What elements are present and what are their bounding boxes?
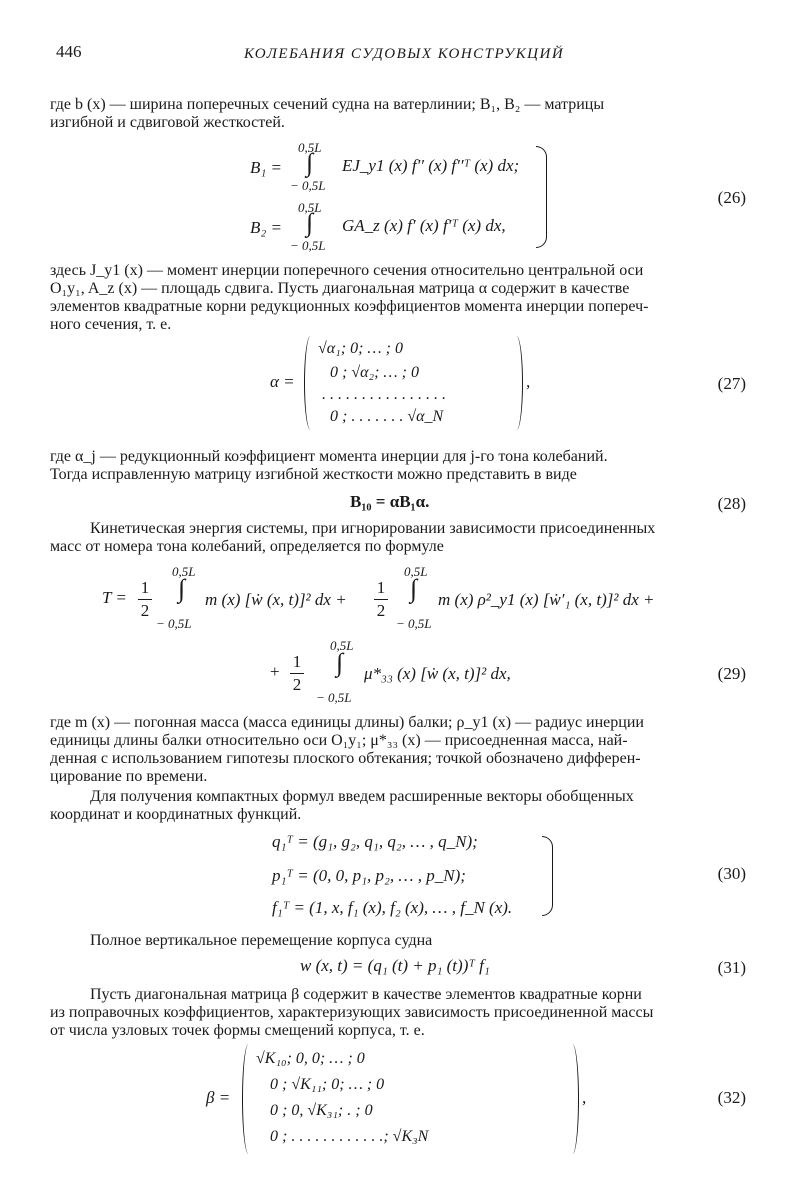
matrix-row: √α₁; 0; … ; 0 [318, 340, 403, 357]
eq29-plus: + [270, 662, 280, 681]
eq31-text: w (x, t) = (q₁ (t) + p₁ (t))ᵀ f₁ [300, 956, 490, 975]
matrix-row: . . . . . . . . . . . . . . . . [322, 386, 446, 403]
eq30-line1: q₁ᵀ = (g₁, g₂, q₁, q₂, … , q_N); [272, 832, 478, 851]
eq29-term1: m (x) [ẇ (x, t)]² dx + [205, 590, 347, 609]
eq30-line3: f₁ᵀ = (1, x, f₁ (x), f₂ (x), … , f_N (x). [272, 898, 513, 917]
integral-sign: ∫ [306, 148, 314, 177]
left-paren [242, 1044, 255, 1154]
lower-limit: − 0,5L [156, 616, 192, 631]
fraction-half [290, 652, 304, 695]
left-paren [304, 336, 317, 430]
upper-limit: 0,5L [298, 200, 322, 215]
upper-limit: 0,5L [172, 564, 196, 579]
equation-number: (31) [717, 958, 746, 977]
text-line: ного сечения, т. е. [50, 316, 172, 333]
matrix-row: 0 ; √K₁₁; 0; … ; 0 [270, 1076, 385, 1093]
denominator: 2 [376, 601, 386, 620]
text-line: Тогда исправленную матрицу изгибной жесткости можно представить в виде [50, 466, 577, 483]
text-line: O₁y₁, A_z (x) — площадь сдвига. Пусть диагональная матрица α содержит в качестве [50, 280, 630, 297]
text-line: цирование по времени. [50, 768, 208, 785]
right-brace [542, 836, 553, 916]
text-line: где α_j — редукционный коэффициент момента инерции для j-го тона колебаний. [50, 448, 608, 465]
eq28-text: B₁₀ = αB₁α. [350, 492, 430, 511]
right-paren [510, 336, 523, 430]
text-line: здесь J_y1 (x) — момент инерции поперечного сечения относительно центральной оси [50, 262, 644, 279]
text-line: единицы длины балки относительно оси O₁y₁; μ*₃₃ (x) — присоедненная масса, най- [50, 732, 628, 749]
lower-limit: − 0,5L [290, 238, 326, 253]
text-line: где m (x) — погонная масса (масса единицы длины) балки; ρ_y1 (x) — радиус инерции [50, 714, 644, 731]
eq26-line2-lhs: B₂ = [250, 218, 283, 237]
matrix-row: 0 ; . . . . . . . √α_N [330, 408, 444, 425]
integral-sign: ∫ [336, 648, 344, 677]
equation-number: (29) [717, 664, 746, 683]
paragraph-p3 [50, 448, 748, 484]
upper-limit: 0,5L [298, 140, 322, 155]
paragraph-p5 [50, 714, 748, 786]
text-line: где b (x) — ширина поперечных сечений судна на ватерлинии; B₁, B₂ — матрицы [50, 96, 605, 113]
text-line: Полное вертикальное перемещение корпуса судна [90, 932, 433, 949]
page-number: 446 [56, 42, 82, 61]
lower-limit: − 0,5L [316, 690, 352, 705]
paragraph-p2 [50, 262, 748, 334]
right-paren [566, 1044, 579, 1154]
eq27-tail: , [526, 372, 531, 391]
text-line: Для получения компактных формул введем расширенные векторы обобщенных [90, 788, 634, 805]
paragraph-p6 [50, 788, 748, 824]
text-line: координат и координатных функций. [50, 806, 302, 823]
eq29-term3: μ*₃₃ (x) [ẇ (x, t)]² dx, [364, 664, 511, 683]
page-header [54, 42, 754, 66]
denominator: 2 [140, 601, 150, 620]
upper-limit: 0,5L [330, 638, 354, 653]
text-line: от числа узловых точек формы смещений корпуса, т. е. [50, 1022, 425, 1039]
text-line: денная с использованием гипотезы плоского обтекания; точкой обозначено дифферен- [50, 750, 641, 767]
lower-limit: − 0,5L [396, 616, 432, 631]
eq29-lhs: T = [102, 588, 127, 607]
eq27-lhs: α = [270, 372, 295, 391]
equation-number: (32) [717, 1088, 746, 1107]
eq30-line2: p₁ᵀ = (0, 0, p₁, p₂, … , p_N); [272, 866, 466, 885]
fraction-half [138, 578, 152, 621]
text-line: изгибной и сдвиговой жесткостей. [50, 114, 285, 131]
denominator: 2 [292, 675, 302, 694]
eq26-line1-lhs: B₁ = [250, 158, 283, 177]
equation-number: (28) [717, 494, 746, 513]
lower-limit: − 0,5L [290, 178, 326, 193]
numerator: 1 [140, 578, 150, 597]
text-line: из поправочных коэффициентов, характеризующих зависимость присоединенной массы [50, 1004, 654, 1021]
matrix-row: 0 ; . . . . . . . . . . . .; √K₃N [270, 1128, 429, 1145]
matrix-row: 0 ; √α₂; … ; 0 [330, 364, 419, 381]
paragraph-p1 [50, 96, 748, 132]
text-line: масс от номера тона колебаний, определяется по формуле [50, 538, 444, 555]
text-line: Кинетическая энергия системы, при игнорировании зависимости присоединенных [90, 520, 656, 537]
paragraph-p7 [50, 932, 748, 950]
eq32-lhs: β = [206, 1088, 231, 1107]
equation-number: (26) [717, 188, 746, 207]
text-line: элементов квадратные корни редукционных коэффициентов момента инерции попереч- [50, 298, 649, 315]
matrix-row: 0 ; 0, √K₃₁; . ; 0 [270, 1102, 373, 1119]
equation-number: (30) [717, 864, 746, 883]
equation-number: (27) [717, 374, 746, 393]
eq26-line2-rhs: GA_z (x) f′ (x) f′ᵀ (x) dx, [342, 216, 506, 235]
paragraph-p8 [50, 986, 748, 1040]
integral-sign: ∫ [306, 208, 314, 237]
running-title: КОЛЕБАНИЯ СУДОВЫХ КОНСТРУКЦИЙ [244, 46, 565, 62]
eq26-line1-rhs: EJ_y1 (x) f′′ (x) f′′ᵀ (x) dx; [342, 156, 520, 175]
matrix-row: √K₁₀; 0, 0; … ; 0 [256, 1050, 365, 1067]
eq32-tail: , [582, 1088, 587, 1107]
upper-limit: 0,5L [404, 564, 428, 579]
integral-sign: ∫ [178, 574, 186, 603]
eq29-term2: m (x) ρ²_y1 (x) [ẇ′₁ (x, t)]² dx + [438, 590, 655, 609]
numerator: 1 [292, 652, 302, 671]
text-line: Пусть диагональная матрица β содержит в качестве элементов квадратные корни [90, 986, 642, 1003]
paragraph-p4 [50, 520, 748, 556]
fraction-half [374, 578, 388, 621]
integral-sign: ∫ [410, 574, 418, 603]
right-brace [536, 146, 547, 248]
numerator: 1 [376, 578, 386, 597]
